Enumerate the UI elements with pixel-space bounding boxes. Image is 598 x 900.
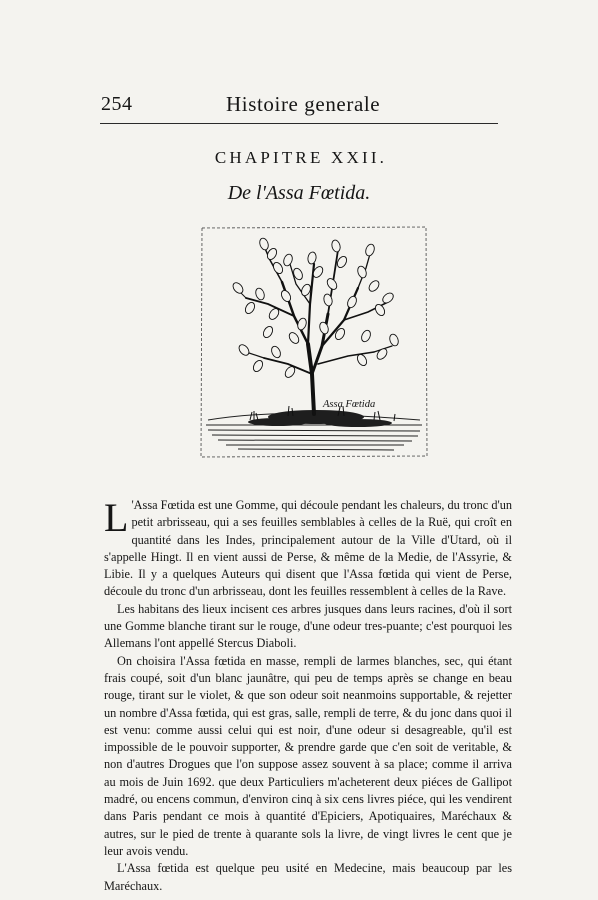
chapter-number: CHAPITRE XXII. [214,148,388,167]
paragraph-3: On choisira l'Assa fœtida en masse, rempli de larmes blanches, sec, qui étant frais coupé, soit d'un blanc jaunâtre, qui peu de temps après se change en beau rouge, tirant sur le violet, & que son odeur soit neanmoins supportable, & rejetter un nombre d'Assa fœtida, qui est gras, salle, rempli de terre, & du jonc dans quoi il est venu: comme aussi celui qui est noir, d'une odeur si desagreable, qu'il est impossible de le pouvoir supporter, & prendre garde que c'en soit de veritable, & non d'autres Drogues que l'on suppose assez souvent à sa place; comme il arriva au mois de Juin 1692. que deux Particuliers m'acheterent deux piéces de Gallipot madré, ou encens commun, d'environ cinq à six cens livres piéce, qui les vendirent dans Paris pendant ce mois à quantité d'Epiciers, Apotiquaires, Maréchaux & autres, sur le pied de trente à quarante sols la livre, de vingt livres le cent que je leur avois vendu. [104,653,512,858]
header-rule [100,123,498,124]
body-text [104,497,512,895]
chapter-title: De l'Assa Fœtida. [227,182,371,204]
drop-cap: L [104,495,129,540]
page-number: 254 [101,93,133,115]
figure-caption: Assa Fœtida [323,399,376,410]
running-title: Histoire generale [226,92,381,116]
paragraph-2: Les habitans des lieux incisent ces arbres jusques dans leurs racines, d'où il sort une Gomme blanche tirant sur le rouge, d'une odeur tres-puante; c'est pourquoi les Allemans l'ont appellé Stercus Diaboli. [104,601,512,651]
paragraph-1-text: 'Assa Fœtida est une Gomme, qui découle pendant les chaleurs, du tronc d'un petit arbrisseau, qui a ses feuilles semblables à celles de la Ruë, qui croît en quantité dans les Indes, principalement autour de la Ville d'Utard, où il s'appelle Hingt. Il en vient aussi de Perse, & même de la Medie, de l'Assyrie, & Libie. Il y a quelques Auteurs qui disent que l'Assa fœtida qui vient de Perse, découle du tronc d'un arbrisseau, dont les feuilles ressemblent à celles de la Rave. [104,498,512,599]
paragraph-4: L'Assa fœtida est quelque peu usité en Medecine, mais beaucoup par les Maréchaux. [104,861,512,893]
paragraph-1 [104,497,512,601]
tree-engraving [198,224,430,462]
